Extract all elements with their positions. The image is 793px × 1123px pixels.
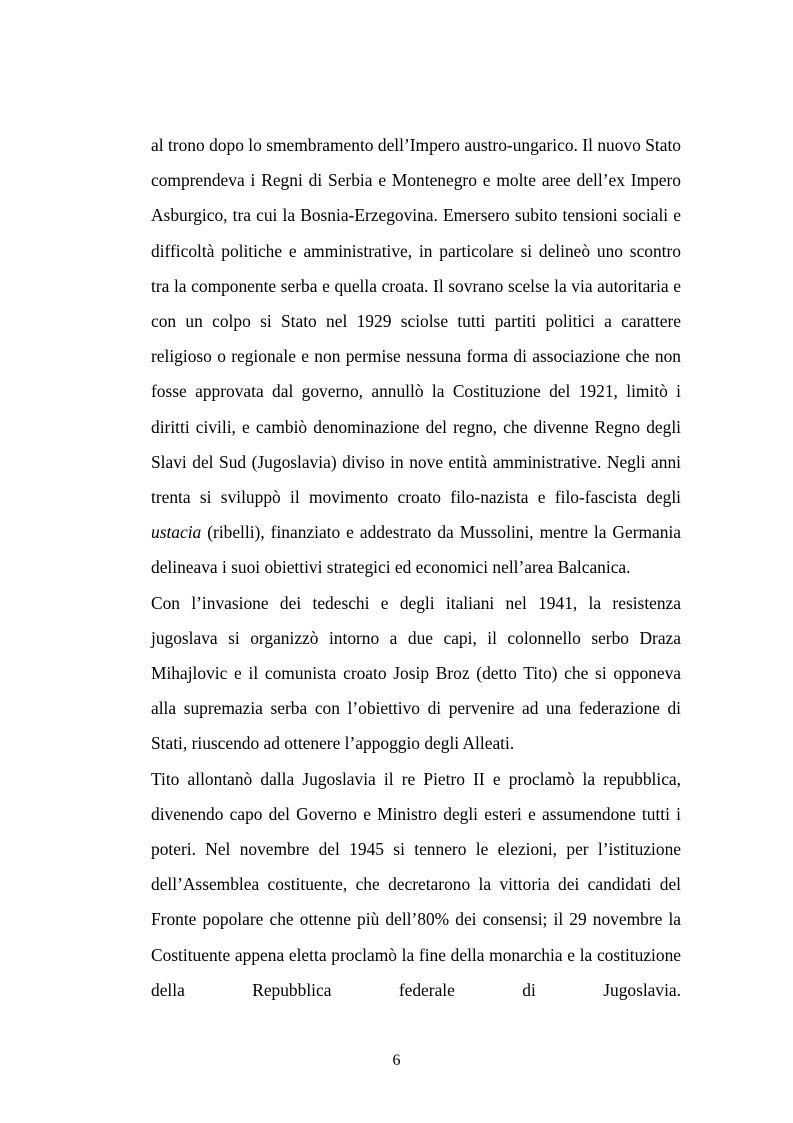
paragraph-3: Tito allontanò dalla Jugoslavia il re Pietro II e proclamò la repubblica, divenendo capo del Governo e Ministro degli esteri e assumendone tutti i poteri. Nel novembre del 1945 si tennero le elezioni, per l’istituzione dell’Assemblea costituente, che decretarono la vittoria dei candidati del Fronte popolare che ottenne più dell’80% dei consensi; il 29 novembre la Costituente appena eletta proclamò la fine della monarchia e la costituzione della Repubblica federale di Jugoslavia. <box>151 768 681 1000</box>
paragraph-1 <box>151 128 681 586</box>
italic-term: ustacia <box>151 522 202 543</box>
body-text <box>151 128 681 1008</box>
page-number: 6 <box>392 1052 401 1069</box>
paragraph-2: Con l’invasione dei tedeschi e degli italiani nel 1941, la resistenza jugoslava si organizzò intorno a due capi, il colonnello serbo Draza Mihajlovic e il comunista croato Josip Broz (detto Tito) che si opponeva alla supremazia serba con l’obiettivo di pervenire ad una federazione di Stati, riuscendo ad ottenere l’appoggio degli Alleati. <box>151 592 681 754</box>
paragraph-1-text-cont: (ribelli), finanziato e addestrato da Mussolini, mentre la Germania delineava i suoi obiettivi strategici ed economici nell’area Balcanica. <box>151 522 681 578</box>
paragraph-1-text: al trono dopo lo smembramento dell’Impero austro-ungarico. Il nuovo Stato comprendeva i Regni di Serbia e Montenegro e molte aree dell’ex Impero Asburgico, tra cui la Bosnia-Erzegovina. Emersero subito tensioni sociali e difficoltà politiche e amministrative, in particolare si delineò uno scontro tra la componente serba e quella croata. Il sovrano scelse la via autoritaria e con un colpo si Stato nel 1929 sciolse tutti partiti politici a carattere religioso o regionale e non permise nessuna forma di associazione che non fosse approvata dal governo, annullò la Costituzione del 1921, limitò i diritti civili, e cambiò denominazione del regno, che divenne Regno degli Slavi del Sud (Jugoslavia) diviso in nove entità amministrative. Negli anni trenta si sviluppò il movimento croato filo-nazista e filo-fascista degli <box>151 135 681 508</box>
